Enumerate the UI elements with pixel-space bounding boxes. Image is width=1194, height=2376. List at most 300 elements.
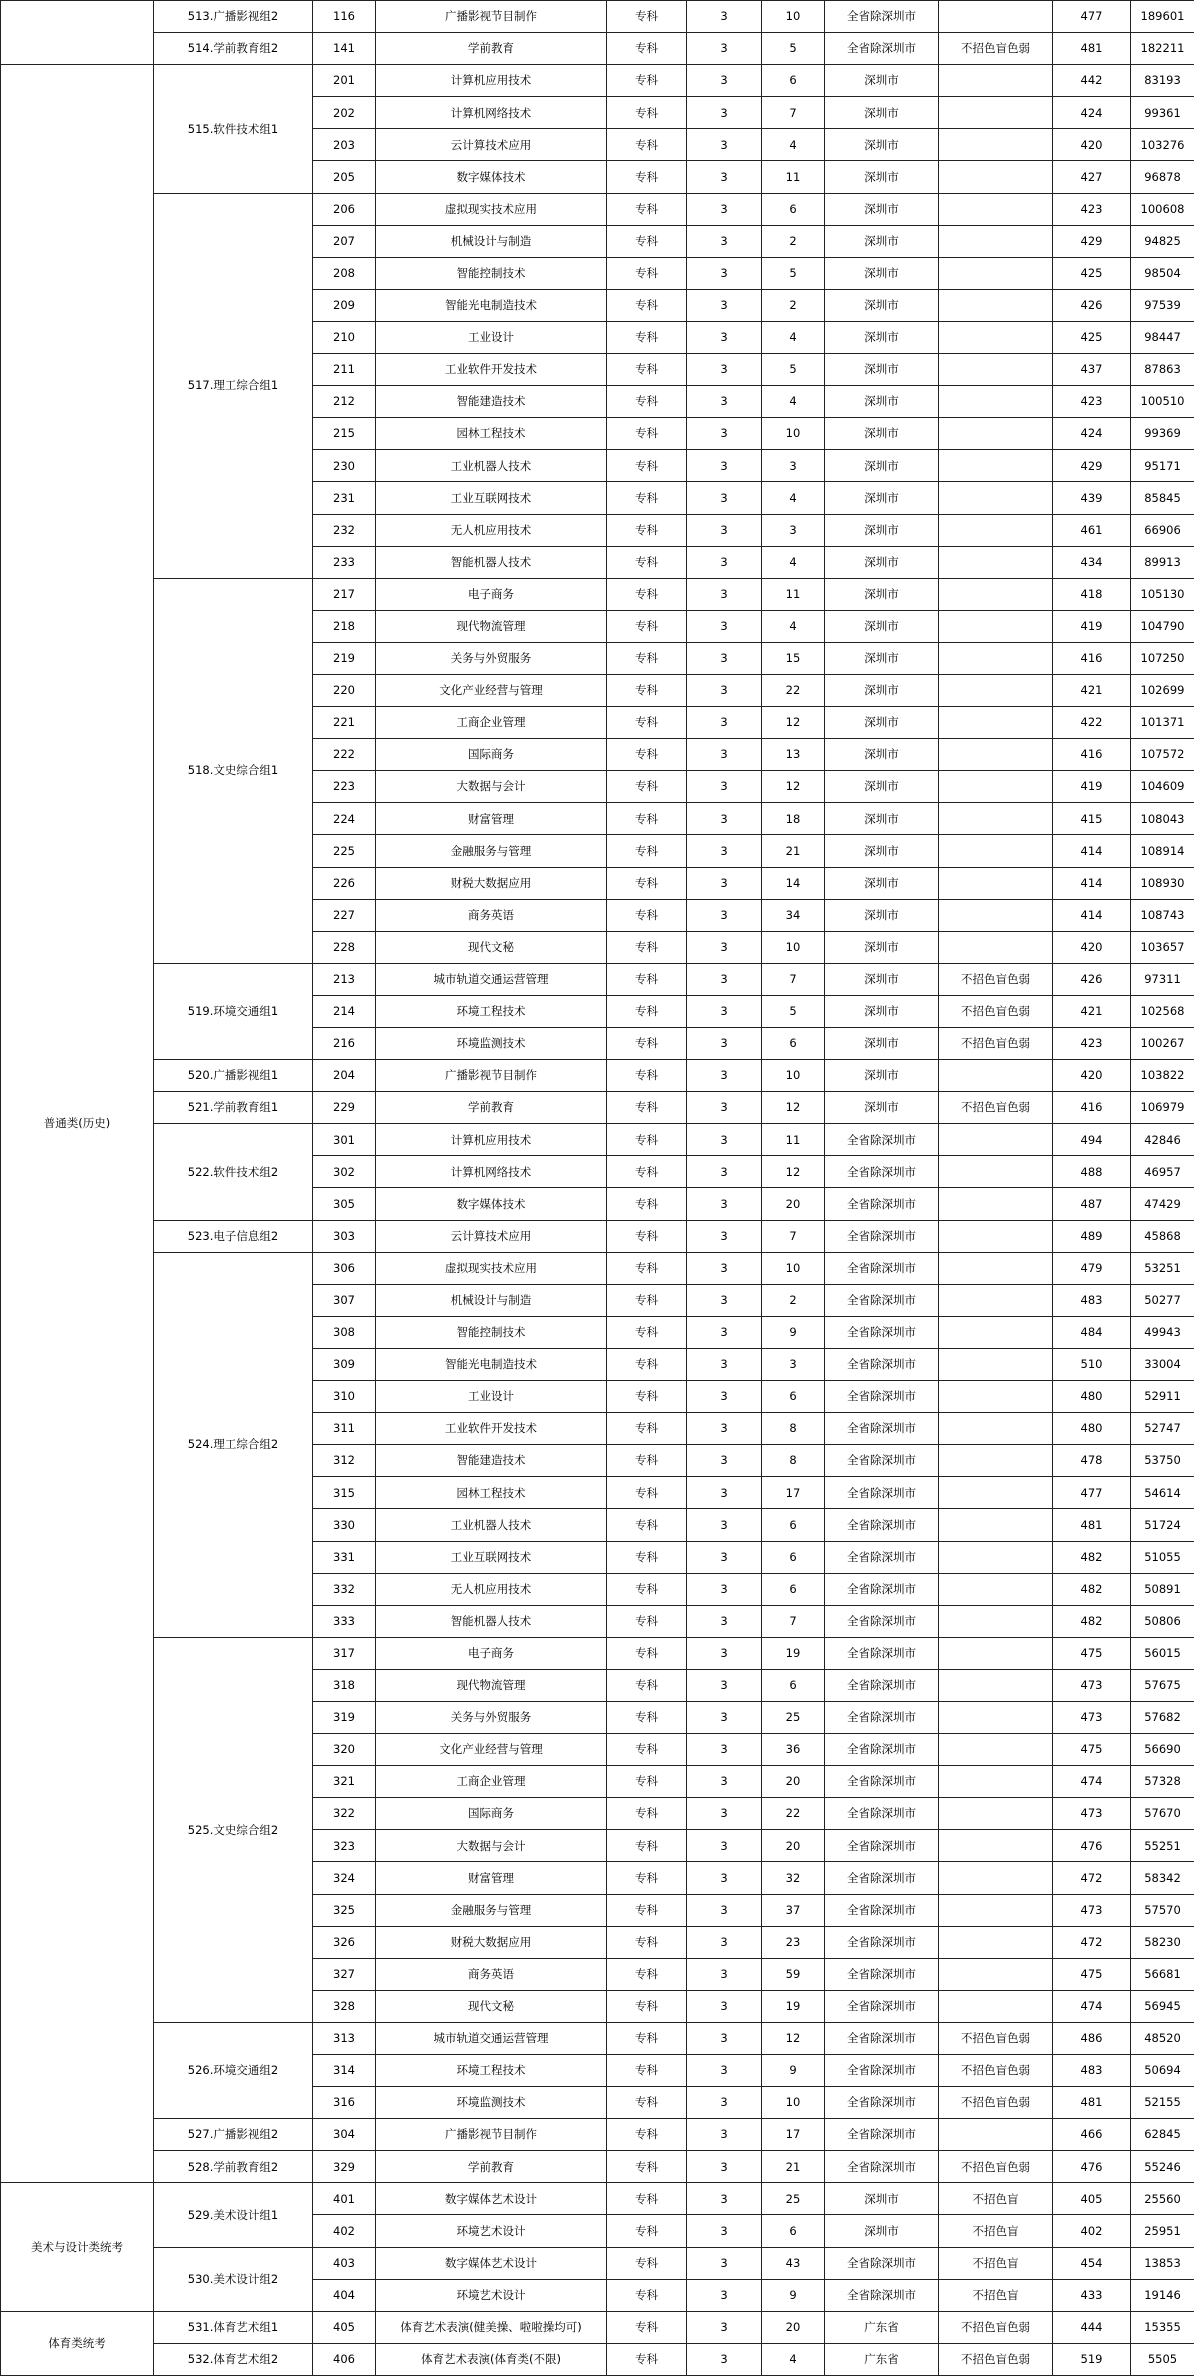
restriction-note-cell: [939, 97, 1053, 129]
restriction-note-cell: 不招色盲色弱: [939, 963, 1053, 995]
duration-cell: 3: [687, 1028, 762, 1060]
education-level-cell: 专科: [607, 129, 687, 161]
education-level-cell: 专科: [607, 674, 687, 706]
min-score-cell: 442: [1053, 65, 1131, 97]
major-name-cell: 工商企业管理: [376, 1766, 607, 1798]
major-name-cell: 商务英语: [376, 1958, 607, 1990]
min-score-cell: 488: [1053, 1156, 1131, 1188]
restriction-note-cell: 不招色盲色弱: [939, 2087, 1053, 2119]
min-score-cell: 483: [1053, 2055, 1131, 2087]
category-cell: [1, 1, 154, 65]
major-code-cell: 302: [313, 1156, 376, 1188]
major-code-cell: 215: [313, 418, 376, 450]
restriction-note-cell: [939, 129, 1053, 161]
restriction-note-cell: [939, 1, 1053, 33]
major-code-cell: 305: [313, 1188, 376, 1220]
min-score-cell: 475: [1053, 1958, 1131, 1990]
min-rank-cell: 51724: [1131, 1509, 1194, 1541]
min-score-cell: 405: [1053, 2183, 1131, 2215]
min-score-cell: 475: [1053, 1734, 1131, 1766]
major-name-cell: 数字媒体技术: [376, 161, 607, 193]
min-score-cell: 425: [1053, 321, 1131, 353]
min-rank-cell: 56945: [1131, 1990, 1194, 2022]
min-rank-cell: 98447: [1131, 321, 1194, 353]
min-score-cell: 454: [1053, 2247, 1131, 2279]
major-code-cell: 332: [313, 1573, 376, 1605]
major-code-cell: 328: [313, 1990, 376, 2022]
enrollment-region-cell: 深圳市: [825, 610, 939, 642]
min-score-cell: 486: [1053, 2022, 1131, 2054]
education-level-cell: 专科: [607, 225, 687, 257]
enrollment-region-cell: 全省除深圳市: [825, 1188, 939, 1220]
enrollment-region-cell: 深圳市: [825, 65, 939, 97]
major-name-cell: 金融服务与管理: [376, 1894, 607, 1926]
education-level-cell: 专科: [607, 1060, 687, 1092]
enrollment-region-cell: 深圳市: [825, 321, 939, 353]
education-level-cell: 专科: [607, 2022, 687, 2054]
major-code-cell: 232: [313, 514, 376, 546]
plan-count-cell: 6: [762, 1573, 825, 1605]
duration-cell: 3: [687, 835, 762, 867]
min-rank-cell: 25560: [1131, 2183, 1194, 2215]
plan-count-cell: 3: [762, 1348, 825, 1380]
major-name-cell: 环境监测技术: [376, 1028, 607, 1060]
education-level-cell: 专科: [607, 1990, 687, 2022]
major-name-cell: 环境监测技术: [376, 2087, 607, 2119]
min-rank-cell: 56015: [1131, 1637, 1194, 1669]
major-code-cell: 307: [313, 1284, 376, 1316]
min-rank-cell: 13853: [1131, 2247, 1194, 2279]
duration-cell: 3: [687, 1734, 762, 1766]
enrollment-region-cell: 全省除深圳市: [825, 1958, 939, 1990]
table-row: [1, 1, 1194, 33]
education-level-cell: 专科: [607, 771, 687, 803]
restriction-note-cell: [939, 2119, 1053, 2151]
duration-cell: 3: [687, 546, 762, 578]
restriction-note-cell: [939, 1926, 1053, 1958]
enrollment-region-cell: 全省除深圳市: [825, 1573, 939, 1605]
enrollment-region-cell: 全省除深圳市: [825, 1798, 939, 1830]
min-score-cell: 426: [1053, 289, 1131, 321]
major-name-cell: 工业机器人技术: [376, 450, 607, 482]
plan-count-cell: 12: [762, 1092, 825, 1124]
restriction-note-cell: [939, 867, 1053, 899]
education-level-cell: 专科: [607, 2151, 687, 2183]
major-code-cell: 309: [313, 1348, 376, 1380]
major-name-cell: 计算机应用技术: [376, 65, 607, 97]
enrollment-region-cell: 深圳市: [825, 450, 939, 482]
min-rank-cell: 98504: [1131, 257, 1194, 289]
enrollment-region-cell: 深圳市: [825, 97, 939, 129]
duration-cell: 3: [687, 707, 762, 739]
enrollment-region-cell: 深圳市: [825, 963, 939, 995]
min-score-cell: 484: [1053, 1316, 1131, 1348]
major-code-cell: 212: [313, 386, 376, 418]
major-code-cell: 218: [313, 610, 376, 642]
major-code-cell: 319: [313, 1701, 376, 1733]
major-code-cell: 313: [313, 2022, 376, 2054]
group-cell: 523.电子信息组2: [154, 1220, 313, 1252]
restriction-note-cell: 不招色盲: [939, 2279, 1053, 2311]
plan-count-cell: 6: [762, 1028, 825, 1060]
major-code-cell: 314: [313, 2055, 376, 2087]
enrollment-region-cell: 全省除深圳市: [825, 1445, 939, 1477]
min-score-cell: 424: [1053, 97, 1131, 129]
min-score-cell: 423: [1053, 1028, 1131, 1060]
min-rank-cell: 52747: [1131, 1413, 1194, 1445]
major-code-cell: 311: [313, 1413, 376, 1445]
min-rank-cell: 96878: [1131, 161, 1194, 193]
min-rank-cell: 108914: [1131, 835, 1194, 867]
duration-cell: 3: [687, 2087, 762, 2119]
duration-cell: 3: [687, 129, 762, 161]
duration-cell: 3: [687, 257, 762, 289]
enrollment-region-cell: 全省除深圳市: [825, 1316, 939, 1348]
table-row: [1, 963, 1194, 995]
duration-cell: 3: [687, 354, 762, 386]
education-level-cell: 专科: [607, 418, 687, 450]
restriction-note-cell: [939, 1541, 1053, 1573]
duration-cell: 3: [687, 2247, 762, 2279]
plan-count-cell: 12: [762, 771, 825, 803]
major-name-cell: 关务与外贸服务: [376, 642, 607, 674]
major-code-cell: 402: [313, 2215, 376, 2247]
major-code-cell: 226: [313, 867, 376, 899]
duration-cell: 3: [687, 739, 762, 771]
duration-cell: 3: [687, 1541, 762, 1573]
restriction-note-cell: [939, 1766, 1053, 1798]
plan-count-cell: 11: [762, 1124, 825, 1156]
duration-cell: 3: [687, 1509, 762, 1541]
major-name-cell: 计算机网络技术: [376, 1156, 607, 1188]
major-name-cell: 体育艺术表演(体育类(不限): [376, 2343, 607, 2375]
min-rank-cell: 51055: [1131, 1541, 1194, 1573]
enrollment-region-cell: 深圳市: [825, 2183, 939, 2215]
education-level-cell: 专科: [607, 193, 687, 225]
min-score-cell: 474: [1053, 1766, 1131, 1798]
plan-count-cell: 20: [762, 2311, 825, 2343]
min-rank-cell: 99361: [1131, 97, 1194, 129]
duration-cell: 3: [687, 1156, 762, 1188]
enrollment-region-cell: 深圳市: [825, 257, 939, 289]
major-name-cell: 文化产业经营与管理: [376, 1734, 607, 1766]
duration-cell: 3: [687, 1413, 762, 1445]
enrollment-region-cell: 深圳市: [825, 193, 939, 225]
min-score-cell: 510: [1053, 1348, 1131, 1380]
min-score-cell: 481: [1053, 1509, 1131, 1541]
duration-cell: 3: [687, 386, 762, 418]
duration-cell: 3: [687, 1348, 762, 1380]
education-level-cell: 专科: [607, 1734, 687, 1766]
min-score-cell: 416: [1053, 739, 1131, 771]
plan-count-cell: 19: [762, 1990, 825, 2022]
education-level-cell: 专科: [607, 354, 687, 386]
major-name-cell: 体育艺术表演(健美操、啦啦操均可): [376, 2311, 607, 2343]
restriction-note-cell: [939, 1958, 1053, 1990]
enrollment-region-cell: 全省除深圳市: [825, 1926, 939, 1958]
enrollment-region-cell: 深圳市: [825, 803, 939, 835]
table-row: [1, 2247, 1194, 2279]
min-rank-cell: 104609: [1131, 771, 1194, 803]
duration-cell: 3: [687, 2022, 762, 2054]
min-rank-cell: 105130: [1131, 578, 1194, 610]
plan-count-cell: 14: [762, 867, 825, 899]
duration-cell: 3: [687, 321, 762, 353]
plan-count-cell: 23: [762, 1926, 825, 1958]
education-level-cell: 专科: [607, 1701, 687, 1733]
enrollment-region-cell: 全省除深圳市: [825, 1669, 939, 1701]
major-code-cell: 331: [313, 1541, 376, 1573]
restriction-note-cell: [939, 1156, 1053, 1188]
min-score-cell: 481: [1053, 33, 1131, 65]
table-row: [1, 1637, 1194, 1669]
plan-count-cell: 20: [762, 1188, 825, 1220]
duration-cell: 3: [687, 867, 762, 899]
plan-count-cell: 5: [762, 33, 825, 65]
duration-cell: 3: [687, 1316, 762, 1348]
min-rank-cell: 182211: [1131, 33, 1194, 65]
education-level-cell: 专科: [607, 835, 687, 867]
restriction-note-cell: [939, 739, 1053, 771]
duration-cell: 3: [687, 33, 762, 65]
min-score-cell: 422: [1053, 707, 1131, 739]
plan-count-cell: 12: [762, 2022, 825, 2054]
enrollment-region-cell: 深圳市: [825, 1028, 939, 1060]
min-score-cell: 482: [1053, 1605, 1131, 1637]
major-code-cell: 116: [313, 1, 376, 33]
plan-count-cell: 22: [762, 1798, 825, 1830]
min-rank-cell: 19146: [1131, 2279, 1194, 2311]
min-rank-cell: 95171: [1131, 450, 1194, 482]
major-name-cell: 关务与外贸服务: [376, 1701, 607, 1733]
group-cell: 518.文史综合组1: [154, 578, 313, 963]
education-level-cell: 专科: [607, 2343, 687, 2375]
min-score-cell: 466: [1053, 2119, 1131, 2151]
major-name-cell: 学前教育: [376, 2151, 607, 2183]
plan-count-cell: 25: [762, 1701, 825, 1733]
education-level-cell: 专科: [607, 610, 687, 642]
education-level-cell: 专科: [607, 1862, 687, 1894]
table-row: [1, 1252, 1194, 1284]
major-code-cell: 329: [313, 2151, 376, 2183]
major-name-cell: 城市轨道交通运营管理: [376, 2022, 607, 2054]
min-rank-cell: 55251: [1131, 1830, 1194, 1862]
min-score-cell: 482: [1053, 1573, 1131, 1605]
major-name-cell: 智能机器人技术: [376, 546, 607, 578]
restriction-note-cell: [939, 1348, 1053, 1380]
education-level-cell: 专科: [607, 1637, 687, 1669]
major-name-cell: 工业互联网技术: [376, 482, 607, 514]
enrollment-region-cell: 全省除深圳市: [825, 2087, 939, 2119]
enrollment-region-cell: 全省除深圳市: [825, 1, 939, 33]
min-score-cell: 473: [1053, 1798, 1131, 1830]
major-code-cell: 308: [313, 1316, 376, 1348]
enrollment-region-cell: 全省除深圳市: [825, 1509, 939, 1541]
plan-count-cell: 7: [762, 1605, 825, 1637]
table-row: [1, 2119, 1194, 2151]
plan-count-cell: 10: [762, 1060, 825, 1092]
restriction-note-cell: [939, 578, 1053, 610]
restriction-note-cell: [939, 771, 1053, 803]
duration-cell: 3: [687, 418, 762, 450]
category-cell: 体育类统考: [1, 2311, 154, 2375]
restriction-note-cell: [939, 1188, 1053, 1220]
restriction-note-cell: [939, 1284, 1053, 1316]
plan-count-cell: 2: [762, 1284, 825, 1316]
min-score-cell: 419: [1053, 610, 1131, 642]
education-level-cell: 专科: [607, 1124, 687, 1156]
plan-count-cell: 4: [762, 482, 825, 514]
table-row: [1, 2343, 1194, 2375]
education-level-cell: 专科: [607, 995, 687, 1027]
enrollment-region-cell: 深圳市: [825, 707, 939, 739]
duration-cell: 3: [687, 1926, 762, 1958]
major-code-cell: 225: [313, 835, 376, 867]
major-code-cell: 204: [313, 1060, 376, 1092]
plan-count-cell: 10: [762, 418, 825, 450]
duration-cell: 3: [687, 1477, 762, 1509]
duration-cell: 3: [687, 161, 762, 193]
duration-cell: 3: [687, 1701, 762, 1733]
education-level-cell: 专科: [607, 1092, 687, 1124]
enrollment-region-cell: 全省除深圳市: [825, 1734, 939, 1766]
duration-cell: 3: [687, 674, 762, 706]
duration-cell: 3: [687, 225, 762, 257]
duration-cell: 3: [687, 1252, 762, 1284]
restriction-note-cell: 不招色盲色弱: [939, 2311, 1053, 2343]
plan-count-cell: 6: [762, 65, 825, 97]
min-rank-cell: 53251: [1131, 1252, 1194, 1284]
education-level-cell: 专科: [607, 803, 687, 835]
plan-count-cell: 4: [762, 546, 825, 578]
plan-count-cell: 6: [762, 193, 825, 225]
min-rank-cell: 50694: [1131, 2055, 1194, 2087]
min-rank-cell: 103822: [1131, 1060, 1194, 1092]
major-name-cell: 电子商务: [376, 1637, 607, 1669]
enrollment-region-cell: 全省除深圳市: [825, 1766, 939, 1798]
duration-cell: 3: [687, 610, 762, 642]
min-rank-cell: 100608: [1131, 193, 1194, 225]
table-row: [1, 2311, 1194, 2343]
major-name-cell: 环境工程技术: [376, 995, 607, 1027]
major-name-cell: 财富管理: [376, 1862, 607, 1894]
major-code-cell: 321: [313, 1766, 376, 1798]
education-level-cell: 专科: [607, 1220, 687, 1252]
table-row: [1, 1092, 1194, 1124]
restriction-note-cell: [939, 1605, 1053, 1637]
plan-count-cell: 3: [762, 514, 825, 546]
enrollment-region-cell: 深圳市: [825, 1092, 939, 1124]
education-level-cell: 专科: [607, 578, 687, 610]
table-row: [1, 193, 1194, 225]
group-cell: 514.学前教育组2: [154, 33, 313, 65]
major-name-cell: 智能机器人技术: [376, 1605, 607, 1637]
enrollment-region-cell: 深圳市: [825, 771, 939, 803]
education-level-cell: 专科: [607, 2119, 687, 2151]
min-rank-cell: 100267: [1131, 1028, 1194, 1060]
enrollment-region-cell: 全省除深圳市: [825, 33, 939, 65]
education-level-cell: 专科: [607, 321, 687, 353]
min-rank-cell: 103276: [1131, 129, 1194, 161]
restriction-note-cell: 不招色盲色弱: [939, 995, 1053, 1027]
major-code-cell: 325: [313, 1894, 376, 1926]
education-level-cell: 专科: [607, 1894, 687, 1926]
min-score-cell: 461: [1053, 514, 1131, 546]
education-level-cell: 专科: [607, 707, 687, 739]
min-rank-cell: 42846: [1131, 1124, 1194, 1156]
min-score-cell: 421: [1053, 995, 1131, 1027]
major-name-cell: 机械设计与制造: [376, 1284, 607, 1316]
min-rank-cell: 33004: [1131, 1348, 1194, 1380]
education-level-cell: 专科: [607, 386, 687, 418]
min-score-cell: 477: [1053, 1, 1131, 33]
major-name-cell: 现代物流管理: [376, 610, 607, 642]
enrollment-region-cell: 全省除深圳市: [825, 2055, 939, 2087]
min-rank-cell: 101371: [1131, 707, 1194, 739]
major-name-cell: 云计算技术应用: [376, 1220, 607, 1252]
min-rank-cell: 87863: [1131, 354, 1194, 386]
category-cell: 普通类(历史): [1, 65, 154, 2183]
major-name-cell: 财富管理: [376, 803, 607, 835]
table-row: [1, 2022, 1194, 2054]
restriction-note-cell: 不招色盲色弱: [939, 2055, 1053, 2087]
group-cell: 526.环境交通组2: [154, 2022, 313, 2118]
min-rank-cell: 45868: [1131, 1220, 1194, 1252]
major-name-cell: 云计算技术应用: [376, 129, 607, 161]
min-score-cell: 426: [1053, 963, 1131, 995]
enrollment-region-cell: 深圳市: [825, 354, 939, 386]
plan-count-cell: 6: [762, 1541, 825, 1573]
restriction-note-cell: 不招色盲色弱: [939, 1028, 1053, 1060]
major-code-cell: 217: [313, 578, 376, 610]
min-score-cell: 519: [1053, 2343, 1131, 2375]
plan-count-cell: 18: [762, 803, 825, 835]
restriction-note-cell: [939, 1701, 1053, 1733]
group-cell: 519.环境交通组1: [154, 963, 313, 1059]
group-cell: 521.学前教育组1: [154, 1092, 313, 1124]
group-cell: 515.软件技术组1: [154, 65, 313, 193]
min-rank-cell: 100510: [1131, 386, 1194, 418]
restriction-note-cell: [939, 1124, 1053, 1156]
education-level-cell: 专科: [607, 450, 687, 482]
duration-cell: 3: [687, 2311, 762, 2343]
education-level-cell: 专科: [607, 97, 687, 129]
restriction-note-cell: [939, 1573, 1053, 1605]
duration-cell: 3: [687, 193, 762, 225]
restriction-note-cell: [939, 1990, 1053, 2022]
major-name-cell: 现代物流管理: [376, 1669, 607, 1701]
table-row: [1, 1220, 1194, 1252]
major-name-cell: 无人机应用技术: [376, 514, 607, 546]
major-code-cell: 322: [313, 1798, 376, 1830]
restriction-note-cell: 不招色盲: [939, 2215, 1053, 2247]
min-score-cell: 475: [1053, 1637, 1131, 1669]
min-score-cell: 487: [1053, 1188, 1131, 1220]
major-code-cell: 230: [313, 450, 376, 482]
min-score-cell: 427: [1053, 161, 1131, 193]
enrollment-region-cell: 全省除深圳市: [825, 1413, 939, 1445]
major-name-cell: 工业设计: [376, 1381, 607, 1413]
enrollment-region-cell: 全省除深圳市: [825, 1220, 939, 1252]
min-rank-cell: 58230: [1131, 1926, 1194, 1958]
restriction-note-cell: 不招色盲色弱: [939, 2151, 1053, 2183]
min-rank-cell: 107572: [1131, 739, 1194, 771]
major-code-cell: 210: [313, 321, 376, 353]
min-rank-cell: 107250: [1131, 642, 1194, 674]
major-name-cell: 环境艺术设计: [376, 2215, 607, 2247]
duration-cell: 3: [687, 1573, 762, 1605]
duration-cell: 3: [687, 1637, 762, 1669]
